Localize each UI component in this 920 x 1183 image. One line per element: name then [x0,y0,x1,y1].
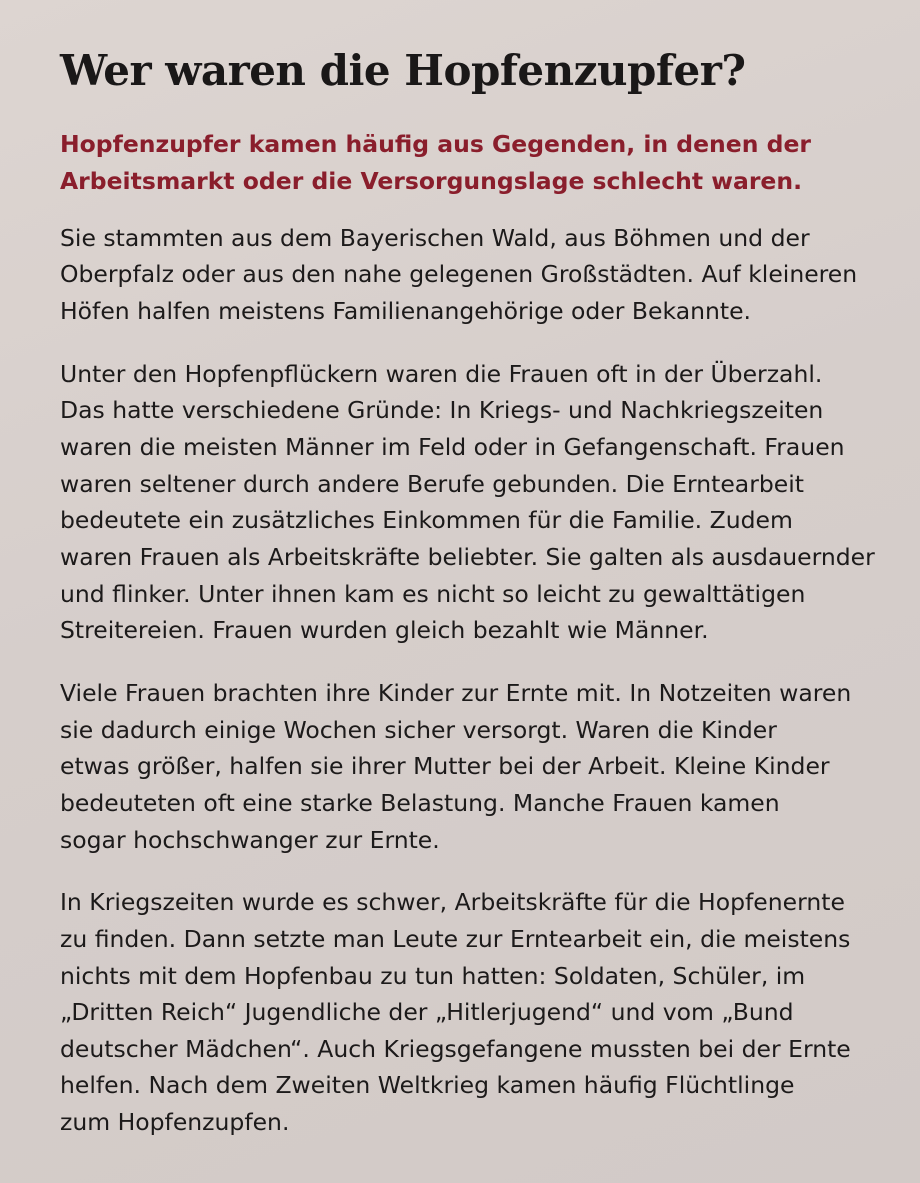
text-line: bedeuteten oft eine starke Belastung. Manche Frauen kamen [60,788,780,817]
text-line: sogar hochschwanger zur Ernte. [60,825,440,854]
text-line: Höfen halfen meistens Familienangehörige oder Bekannte. [60,297,752,326]
lead-line: Hopfenzupfer kamen häufig aus Gegenden, in denen der [60,130,811,159]
page-title: Wer waren die Hopfenzupfer? [60,46,746,95]
body-paragraph-women [60,356,875,649]
text-line: zum Hopfenzupfen. [60,1108,290,1137]
text-line: sie dadurch einige Wochen sicher versorgt. Waren die Kinder [60,715,777,744]
text-line: „Dritten Reich“ Jugendliche der „Hitlerjugend“ und vom „Bund [60,998,794,1027]
text-line: nichts mit dem Hopfenbau zu tun hatten: Soldaten, Schüler, im [60,961,806,990]
text-line: helfen. Nach dem Zweiten Weltkrieg kamen häufig Flüchtlinge [60,1071,795,1100]
text-line: bedeutete ein zusätzliches Einkommen für die Familie. Zudem [60,506,793,535]
text-line: Viele Frauen brachten ihre Kinder zur Ernte mit. In Notzeiten waren [60,678,852,707]
lead-paragraph [60,126,860,199]
text-line: Unter den Hopfenpflückern waren die Frauen oft in der Überzahl. [60,359,823,388]
text-line: deutscher Mädchen“. Auch Kriegsgefangene mussten bei der Ernte [60,1034,851,1063]
text-line: Oberpfalz oder aus den nahe gelegenen Großstädten. Auf kleineren [60,260,858,289]
body-paragraph-children [60,675,860,858]
text-line: In Kriegszeiten wurde es schwer, Arbeitskräfte für die Hopfenernte [60,888,845,917]
lead-line: Arbeitsmarkt oder die Versorgungslage schlecht waren. [60,167,803,196]
text-line: Das hatte verschiedene Gründe: In Kriegs- und Nachkriegszeiten [60,396,824,425]
text-line: und flinker. Unter ihnen kam es nicht so leicht zu gewalttätigen [60,579,806,608]
text-line: Sie stammten aus dem Bayerischen Wald, aus Böhmen und der [60,223,810,252]
text-line: etwas größer, halfen sie ihrer Mutter bei der Arbeit. Kleine Kinder [60,752,830,781]
text-line: Streitereien. Frauen wurden gleich bezahlt wie Männer. [60,616,709,645]
body-paragraph-origins [60,220,860,330]
text-line: waren seltener durch andere Berufe gebunden. Die Erntearbeit [60,469,804,498]
body-paragraph-wartime [60,884,860,1141]
text-line: waren die meisten Männer im Feld oder in Gefangenschaft. Frauen [60,432,845,461]
text-line: waren Frauen als Arbeitskräfte beliebter. Sie galten als ausdauernder [60,542,875,571]
text-line: zu finden. Dann setzte man Leute zur Erntearbeit ein, die meistens [60,924,851,953]
